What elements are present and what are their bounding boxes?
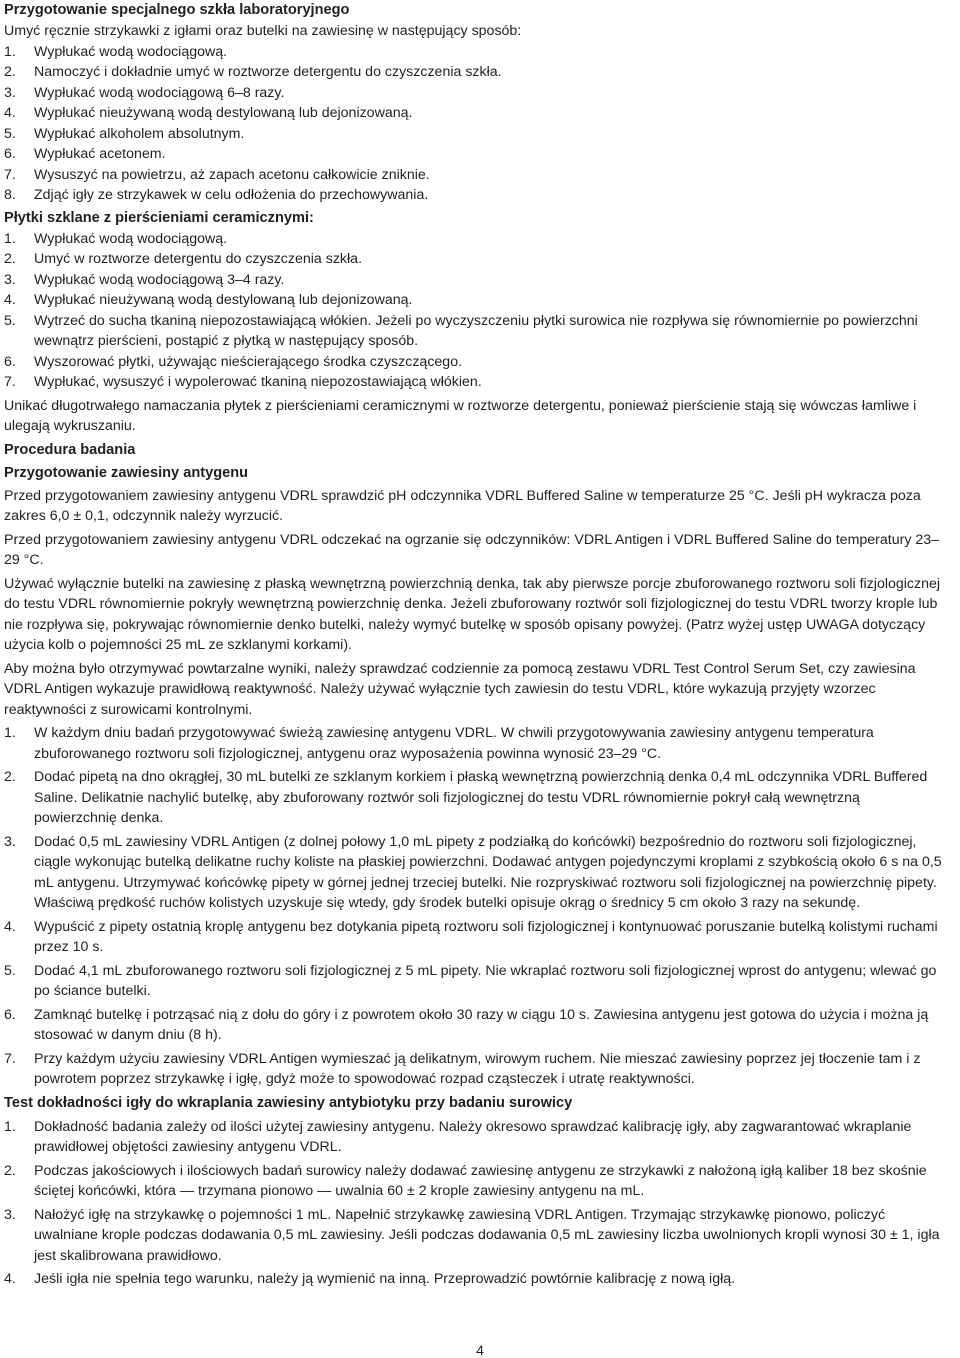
list-item: 2. Umyć w roztworze detergentu do czyszczenia szkła. — [4, 251, 363, 267]
list-item: 3. Nałożyć igłę na strzykawkę o pojemności 1 mL. Napełnić strzykawkę zawiesiną VDRL Antigen. Trzymając strzykawkę pionowo, policzyć uwalniane krople podczas dodawania 0,5 mL zawiesiny. Jeśli podczas dodawania 0,5 mL zawiesiny liczba uwolnionych kropli wynosi 30 ± 1, igła jest skalibrowana prawidłowo. — [4, 1206, 940, 1264]
list-item: 6. Wyszorować płytki, używając nieścierającego środka czyszczącego. — [4, 353, 463, 370]
section-title: Test dokładności igły do wkraplania zawiesiny antybiotyku przy badaniu surowicy — [4, 1094, 573, 1111]
list-item: 2. Namoczyć i dokładnie umyć w roztworze detergentu do czyszczenia szkła. — [4, 64, 502, 80]
list-item: 8. Zdjąć igły ze strzykawek w celu odłożenia do przechowywania. — [4, 187, 429, 203]
numbered-list — [4, 723, 944, 1090]
list-item: 5. Dodać 4,1 mL zbuforowanego roztworu soli fizjologicznej z 5 mL pipety. Nie wkraplać roztworu soli fizjologicznej wprost do antygenu; wlewać go po ściance butelki. — [4, 962, 937, 999]
list-item: 2. Dodać pipetą na dno okrągłej, 30 mL butelki ze szklanym korkiem i płaską wewnętrzną powierzchnią denka 0,4 mL odczynnika VDRL Buffered Saline. Delikatnie nachylić butelkę, aby zbuforowany roztwór soli fizjologicznej do testu VDRL równomiernie pokrył całą wewnętrzną powierzchnię denka. — [4, 769, 928, 826]
list-item: 2. Podczas jakościowych i ilościowych badań surowicy należy dodawać zawiesinę antygenu ze strzykawki z nałożoną igłą kaliber 18 bez skośnie ściętej końcówki, która — trzymana pionowo — uwalnia 60 ± 2 krople zawiesiny antygenu na mL. — [4, 1162, 927, 1199]
list-item: 7. Przy każdym użyciu zawiesiny VDRL Antigen wymieszać ją delikatnym, wirowym ruchem. Nie mieszać zawiesiny poprzez jej tłoczenie tam i z powrotem poprzez strzykawkę i igłę, gdyż może to spowodować rozpad cząsteczek i utratę reaktywności. — [4, 1050, 921, 1087]
section-intro: Umyć ręcznie strzykawki z igłami oraz butelki na zawiesinę w następujący sposób: — [4, 23, 522, 39]
document-page — [4, 0, 944, 1290]
list-item: 1. Wypłukać wodą wodociągową. — [4, 43, 228, 60]
section-title: Procedura badania — [4, 441, 136, 458]
numbered-list — [4, 42, 944, 206]
list-item: 7. Wysuszyć na powietrzu, aż zapach acetonu całkowicie zniknie. — [4, 166, 430, 183]
list-item: 4. Jeśli igła nie spełnia tego warunku, należy ją wymienić na inną. Przeprowadzić powtórnie kalibrację z nową igłą. — [4, 1271, 736, 1287]
numbered-list — [4, 229, 944, 393]
paragraph: Przed przygotowaniem zawiesiny antygenu VDRL odczekać na ogrzanie się odczynników: VDRL Antigen i VDRL Buffered Saline do temperatury 23–29 °C. — [4, 531, 940, 568]
note-paragraph: Unikać długotrwałego namaczania płytek z pierścieniami ceramicznymi w roztworze detergentu, ponieważ pierścienie stają się wówczas łamliwe i ulegają wykruszaniu. — [4, 397, 917, 434]
list-item: 4. Wypłukać nieużywaną wodą destylowaną lub dejonizowaną. — [4, 105, 413, 121]
list-item: 4. Wypłukać nieużywaną wodą destylowaną lub dejonizowaną. — [4, 292, 413, 308]
paragraph: Aby można było otrzymywać powtarzalne wyniki, należy sprawdzać codziennie za pomocą zestawu VDRL Test Control Serum Set, czy zawiesina VDRL Antigen wykazuje prawidłową reaktywność. Należy używać wyłącznie tych zawiesin do testu VDRL, które wykazują przyjęty wzorzec reaktywności z surowicami kontrolnymi. — [4, 660, 916, 718]
list-item: 5. Wytrzeć do sucha tkaniną niepozostawiającą włókien. Jeżeli po wyczyszczeniu płytki surowica nie rozpływa się równomiernie po powierzchni wewnątrz pierścieni, postąpić z płytką w następujący sposób. — [4, 312, 918, 349]
list-item: 6. Wypłukać acetonem. — [4, 146, 166, 162]
list-item: 5. Wypłukać alkoholem absolutnym. — [4, 125, 245, 142]
list-item: 3. Dodać 0,5 mL zawiesiny VDRL Antigen (z dolnej połowy 1,0 mL pipety z podziałką do końcówki) bezpośrednio do roztworu soli fizjologicznej, ciągle wykonując butelką delikatne ruchy koliste na płaskiej powierzchni. Dodawać antygen pojedynczymi kroplami z szybkością około 6 s na 0,5 mL antygenu. Utrzymywać końcówkę pipety w górnej jednej trzeciej butelki. Nie rozpryskiwać roztworu soli fizjologicznej na powierzchnię pipety. Właściwą prędkość ruchów kolistych uzyskuje się wtedy, gdy środek butelki opisuje okrąg o średnicy 5 cm około 3 razy na sekundę. — [4, 833, 942, 911]
list-item: 1. Wypłukać wodą wodociągową. — [4, 230, 228, 247]
list-item: 1. W każdym dniu badań przygotowywać świeżą zawiesinę antygenu VDRL. W chwili przygotowywania zawiesiny antygenu temperatura zbuforowanego roztworu soli fizjologicznej, antygenu oraz wyposażenia powinna wynosić 23–29 °C. — [4, 725, 874, 762]
list-item: 7. Wypłukać, wysuszyć i wypolerować tkaniną niepozostawiającą włókien. — [4, 374, 482, 390]
subsection-title: Przygotowanie zawiesiny antygenu — [4, 464, 249, 481]
section-title: Płytki szklane z pierścieniami ceramicznymi: — [4, 209, 314, 226]
page-number: 4 — [476, 1342, 484, 1358]
list-item: 6. Zamknąć butelkę i potrząsać nią z dołu do góry i z powrotem około 30 razy w ciągu 10 s. Zawiesina antygenu jest gotowa do użycia i można ją stosować w danym dniu (8 h). — [4, 1006, 929, 1043]
paragraph: Używać wyłącznie butelki na zawiesinę z płaską wewnętrzną powierzchnią denka, tak aby pierwsze porcje zbuforowanego roztworu soli fizjologicznej do testu VDRL równomiernie pokryły wewnętrzną powierzchnię denka. Jeżeli zbuforowany roztwór soli fizjologicznej do testu VDRL tworzy krople lub nie rozpływa się, pokrywając równomiernie denko butelki, należy wymyć butelkę w sposób opisany powyżej. (Patrz wyżej ustęp UWAGA dotyczący użycia kolb o pojemności 25 mL ze szklanymi korkami). — [4, 575, 941, 653]
list-item: 1. Dokładność badania zależy od ilości użytej zawiesiny antygenu. Należy okresowo sprawdzać kalibrację igły, aby zagwarantować wkraplanie prawidłowej objętości zawiesiny antygenu VDRL. — [4, 1118, 912, 1155]
paragraph: Przed przygotowaniem zawiesiny antygenu VDRL sprawdzić pH odczynnika VDRL Buffered Saline w temperaturze 25 °C. Jeśli pH wykracza poza zakres 6,0 ± 0,1, odczynnik należy wyrzucić. — [4, 487, 921, 524]
list-item: 3. Wypłukać wodą wodociągową 6–8 razy. — [4, 84, 285, 101]
list-item: 4. Wypuścić z pipety ostatnią kroplę antygenu bez dotykania pipetą roztworu soli fizjologicznej i kontynuować poruszanie butelką kolistymi ruchami przez 10 s. — [4, 918, 938, 955]
list-item: 3. Wypłukać wodą wodociągową 3–4 razy. — [4, 271, 285, 288]
section-title: Przygotowanie specjalnego szkła laboratoryjnego — [4, 2, 350, 18]
numbered-list — [4, 1117, 944, 1290]
